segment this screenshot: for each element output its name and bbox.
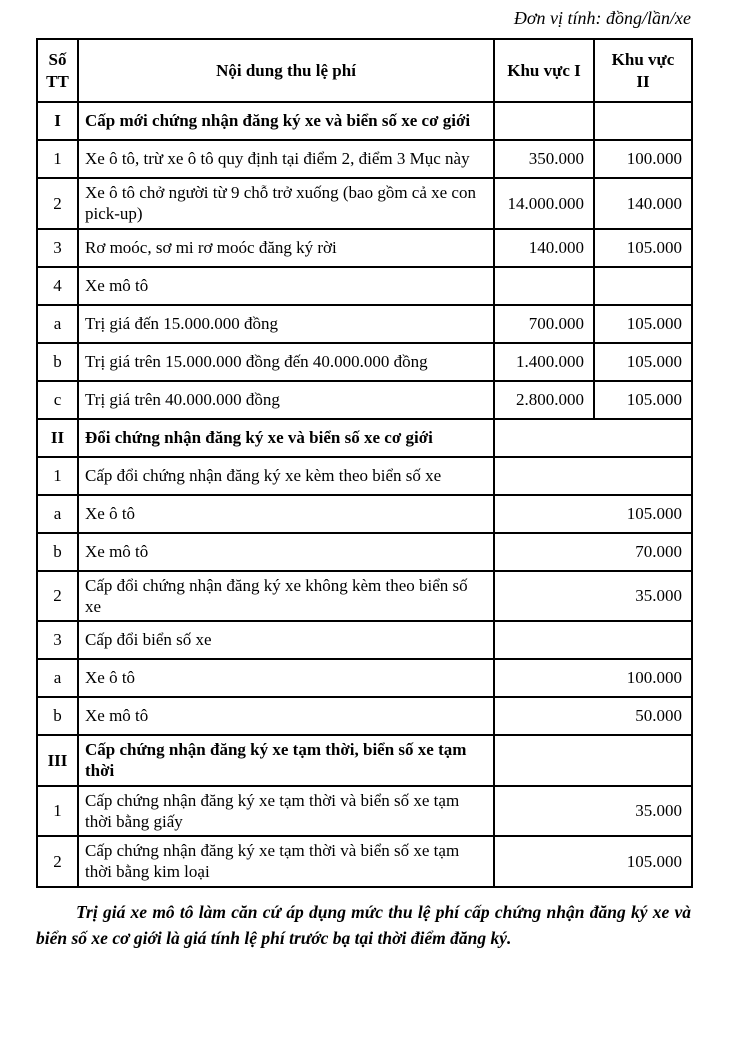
row-label-cell: Cấp mới chứng nhận đăng ký xe và biển số xe cơ giới <box>78 102 494 140</box>
row-value-region2-cell: 105.000 <box>594 305 692 343</box>
row-number-cell: 2 <box>37 836 78 887</box>
row-number-cell: a <box>37 659 78 697</box>
row-value-region2-cell: 105.000 <box>594 229 692 267</box>
row-number-cell: II <box>37 419 78 457</box>
row-value-region1-cell: 2.800.000 <box>494 381 594 419</box>
row-label-cell: Cấp chứng nhận đăng ký xe tạm thời và biển số xe tạm thời bằng kim loại <box>78 836 494 887</box>
fee-table-body <box>37 102 692 887</box>
row-value-merged-cell <box>494 419 692 457</box>
table-row <box>37 533 692 571</box>
table-row <box>37 305 692 343</box>
row-value-region1-cell <box>494 102 594 140</box>
table-row <box>37 267 692 305</box>
header-cell-region2-label: Khu vực II <box>611 50 675 91</box>
row-label-cell: Xe ô tô <box>78 659 494 697</box>
row-label-cell: Cấp đổi biển số xe <box>78 621 494 659</box>
header-cell-region1: Khu vực I <box>494 39 594 102</box>
row-number-cell: 4 <box>37 267 78 305</box>
header-cell-region2 <box>594 39 692 102</box>
table-row <box>37 102 692 140</box>
table-row <box>37 735 692 786</box>
row-label-cell: Trị giá trên 15.000.000 đồng đến 40.000.000 đồng <box>78 343 494 381</box>
row-value-region1-cell: 1.400.000 <box>494 343 594 381</box>
row-label-cell: Rơ moóc, sơ mi rơ moóc đăng ký rời <box>78 229 494 267</box>
row-number-cell: I <box>37 102 78 140</box>
row-number-cell: 1 <box>37 786 78 837</box>
table-row <box>37 140 692 178</box>
table-row <box>37 659 692 697</box>
row-value-region2-cell <box>594 102 692 140</box>
row-value-merged-cell: 35.000 <box>494 571 692 622</box>
row-label-cell: Xe ô tô, trừ xe ô tô quy định tại điểm 2, điểm 3 Mục này <box>78 140 494 178</box>
row-value-region2-cell <box>594 267 692 305</box>
row-number-cell: c <box>37 381 78 419</box>
row-value-region1-cell: 700.000 <box>494 305 594 343</box>
row-value-region2-cell: 100.000 <box>594 140 692 178</box>
table-row <box>37 229 692 267</box>
table-row <box>37 343 692 381</box>
table-row <box>37 697 692 735</box>
header-cell-content: Nội dung thu lệ phí <box>78 39 494 102</box>
table-row <box>37 836 692 887</box>
footer-note: Trị giá xe mô tô làm căn cứ áp dụng mức thu lệ phí cấp chứng nhận đăng ký xe và biển số xe cơ giới là giá tính lệ phí trước bạ tại thời điểm đăng ký. <box>36 901 691 948</box>
row-value-region1-cell: 350.000 <box>494 140 594 178</box>
row-label-cell: Cấp đổi chứng nhận đăng ký xe kèm theo biển số xe <box>78 457 494 495</box>
row-label-cell: Đổi chứng nhận đăng ký xe và biển số xe cơ giới <box>78 419 494 457</box>
table-row <box>37 457 692 495</box>
unit-of-measure-note: Đơn vị tính: đồng/lần/xe <box>513 8 691 28</box>
row-label-cell: Xe ô tô <box>78 495 494 533</box>
row-label-cell: Xe mô tô <box>78 533 494 571</box>
row-number-cell: 3 <box>37 229 78 267</box>
row-label-cell: Cấp chứng nhận đăng ký xe tạm thời, biển số xe tạm thời <box>78 735 494 786</box>
table-row <box>37 621 692 659</box>
row-value-merged-cell: 70.000 <box>494 533 692 571</box>
header-row <box>37 39 692 102</box>
row-number-cell: b <box>37 533 78 571</box>
row-value-region1-cell: 14.000.000 <box>494 178 594 229</box>
table-row <box>37 419 692 457</box>
row-value-region2-cell: 140.000 <box>594 178 692 229</box>
row-value-merged-cell: 100.000 <box>494 659 692 697</box>
table-row <box>37 381 692 419</box>
fee-table-header <box>37 39 692 102</box>
table-row <box>37 571 692 622</box>
table-row <box>37 786 692 837</box>
row-value-merged-cell: 50.000 <box>494 697 692 735</box>
row-value-region1-cell: 140.000 <box>494 229 594 267</box>
row-value-region1-cell <box>494 267 594 305</box>
row-value-merged-cell: 35.000 <box>494 786 692 837</box>
row-value-merged-cell <box>494 457 692 495</box>
row-value-merged-cell: 105.000 <box>494 495 692 533</box>
row-value-merged-cell <box>494 735 692 786</box>
row-number-cell: 3 <box>37 621 78 659</box>
row-label-cell: Xe mô tô <box>78 267 494 305</box>
fee-table <box>36 38 693 888</box>
row-number-cell: 1 <box>37 457 78 495</box>
row-number-cell: b <box>37 343 78 381</box>
row-number-cell: a <box>37 305 78 343</box>
row-number-cell: III <box>37 735 78 786</box>
table-row <box>37 178 692 229</box>
row-label-cell: Xe mô tô <box>78 697 494 735</box>
row-value-merged-cell: 105.000 <box>494 836 692 887</box>
table-row <box>37 495 692 533</box>
header-cell-stt: Số TT <box>37 39 78 102</box>
row-number-cell: 2 <box>37 178 78 229</box>
row-label-cell: Cấp đổi chứng nhận đăng ký xe không kèm theo biển số xe <box>78 571 494 622</box>
row-label-cell: Xe ô tô chở người từ 9 chỗ trở xuống (bao gồm cả xe con pick-up) <box>78 178 494 229</box>
row-value-merged-cell <box>494 621 692 659</box>
row-label-cell: Trị giá đến 15.000.000 đồng <box>78 305 494 343</box>
row-value-region2-cell: 105.000 <box>594 343 692 381</box>
row-label-cell: Trị giá trên 40.000.000 đồng <box>78 381 494 419</box>
row-number-cell: b <box>37 697 78 735</box>
row-label-cell: Cấp chứng nhận đăng ký xe tạm thời và biển số xe tạm thời bằng giấy <box>78 786 494 837</box>
row-number-cell: 1 <box>37 140 78 178</box>
row-number-cell: a <box>37 495 78 533</box>
row-number-cell: 2 <box>37 571 78 622</box>
row-value-region2-cell: 105.000 <box>594 381 692 419</box>
